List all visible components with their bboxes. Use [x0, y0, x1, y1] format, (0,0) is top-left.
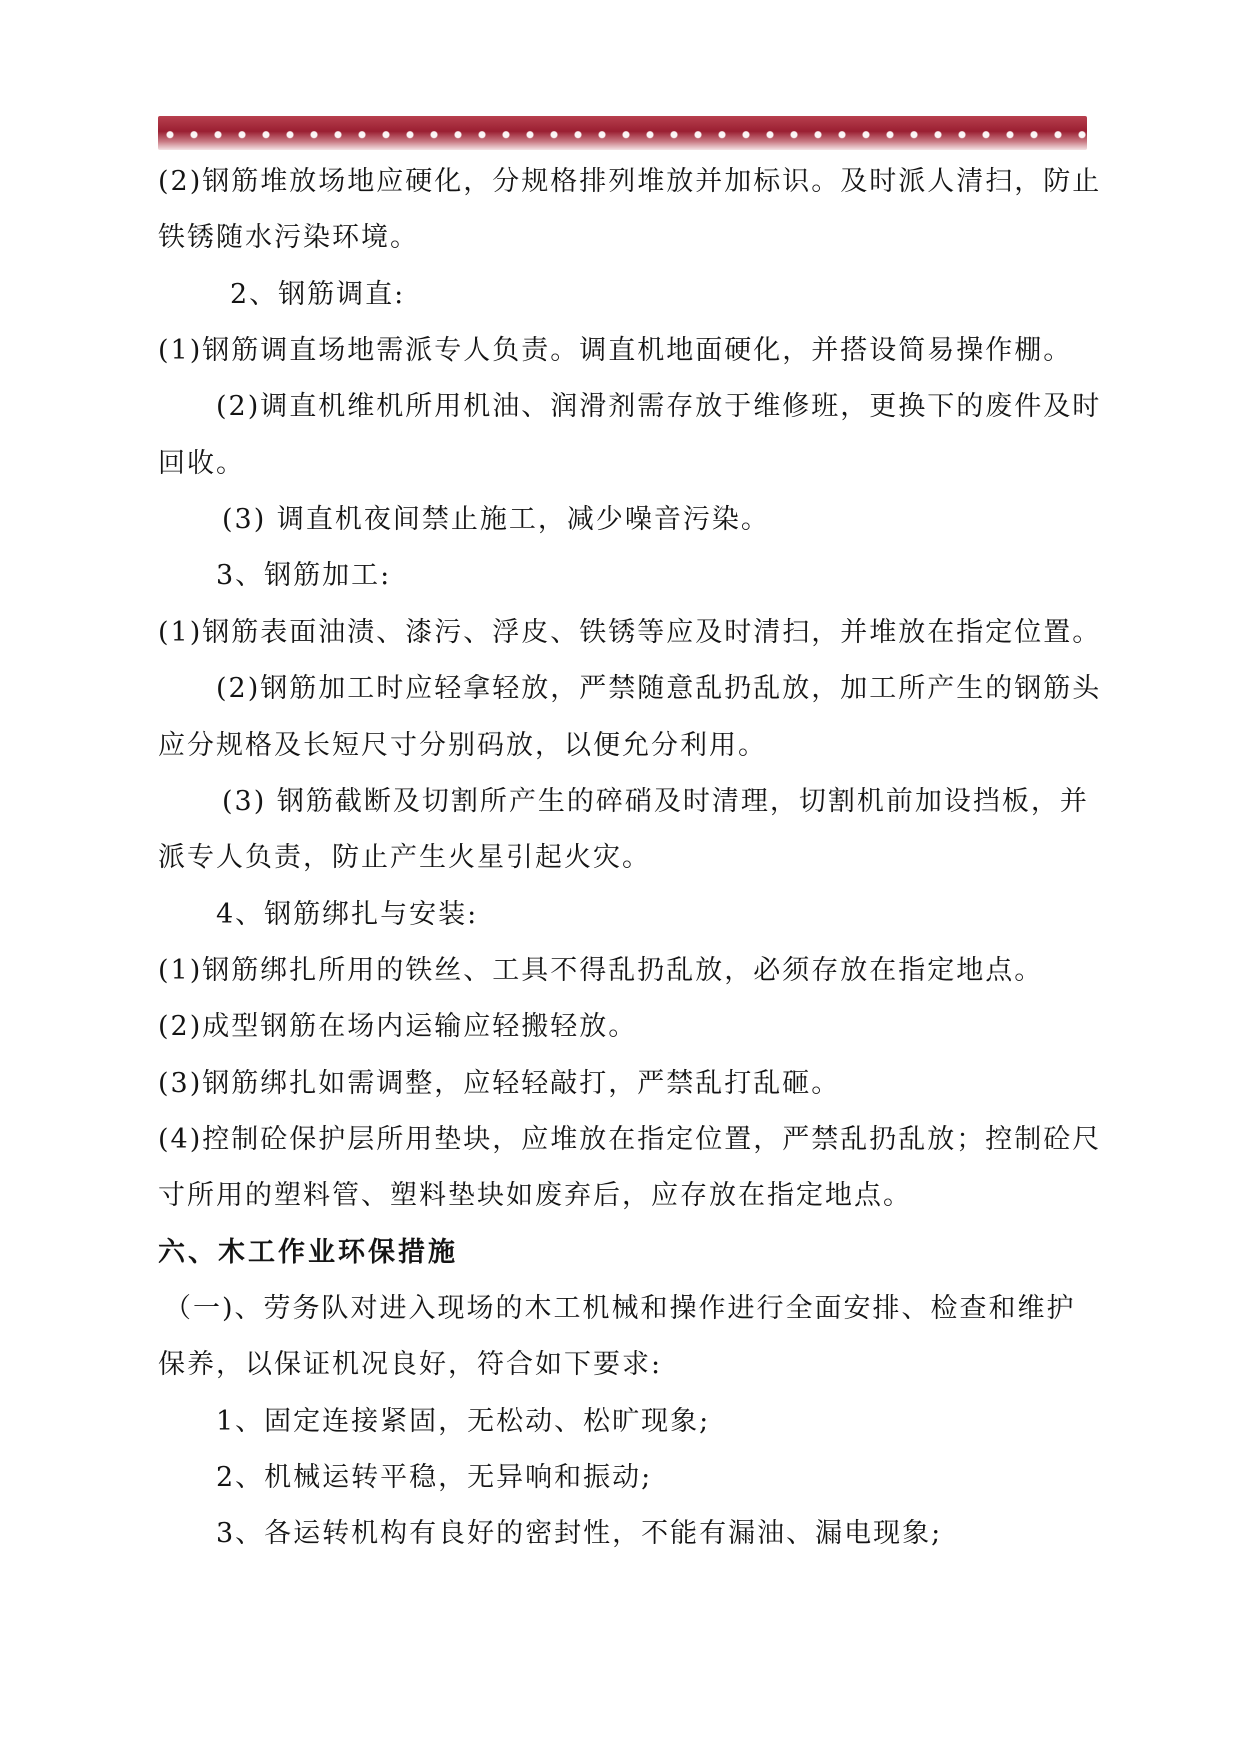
text-line: (2)钢筋加工时应轻拿轻放，严禁随意乱扔乱放，加工所产生的钢筋头 [216, 673, 1102, 704]
text-line: 铁锈随水污染环境。 [158, 222, 419, 253]
text-line: (2)钢筋堆放场地应硬化，分规格排列堆放并加标识。及时派人清扫，防止 [158, 166, 1102, 197]
text-line: 寸所用的塑料管、塑料垫块如废弃后，应存放在指定地点。 [158, 1180, 912, 1211]
list-item: 1、固定连接紧固，无松动、松旷现象; [216, 1406, 711, 1437]
text-line: 保养，以保证机况良好，符合如下要求: [158, 1349, 663, 1380]
text-line: (3) 调直机夜间禁止施工，减少噪音污染。 [222, 504, 770, 535]
subheading-2: 2、钢筋调直: [230, 279, 406, 310]
subheading-4: 4、钢筋绑扎与安装: [216, 899, 479, 930]
text-line: 派专人负责，防止产生火星引起火灾。 [158, 842, 651, 873]
text-line: (2)调直机维机所用机油、润滑剂需存放于维修班，更换下的废件及时 [216, 391, 1102, 422]
text-line: 应分规格及长短尺寸分别码放，以便允分利用。 [158, 730, 767, 761]
text-line: 回收。 [158, 448, 245, 479]
subheading-3: 3、钢筋加工: [216, 560, 392, 591]
text-line: (1)钢筋调直场地需派专人负责。调直机地面硬化，并搭设简易操作棚。 [158, 335, 1073, 366]
text-line: (3) 钢筋截断及切割所产生的碎硝及时清理，切割机前加设挡板，并 [222, 786, 1089, 817]
text-line: （一)、劳务队对进入现场的木工机械和操作进行全面安排、检查和维护 [164, 1293, 1076, 1324]
text-line: (2)成型钢筋在场内运输应轻搬轻放。 [158, 1011, 638, 1042]
header-decorative-band [158, 116, 1087, 150]
text-line: (3)钢筋绑扎如需调整，应轻轻敲打，严禁乱打乱砸。 [158, 1068, 841, 1099]
text-line: (1)钢筋绑扎所用的铁丝、工具不得乱扔乱放，必须存放在指定地点。 [158, 955, 1044, 986]
text-line: (4)控制砼保护层所用垫块，应堆放在指定位置，严禁乱扔乱放；控制砼尺 [158, 1124, 1102, 1155]
list-item: 3、各运转机构有良好的密封性，不能有漏油、漏电现象; [216, 1518, 943, 1549]
list-item: 2、机械运转平稳，无异响和振动; [216, 1462, 653, 1493]
section-heading: 六、木工作业环保措施 [158, 1237, 458, 1268]
text-line: (1)钢筋表面油渍、漆污、浮皮、铁锈等应及时清扫，并堆放在指定位置。 [158, 617, 1102, 648]
